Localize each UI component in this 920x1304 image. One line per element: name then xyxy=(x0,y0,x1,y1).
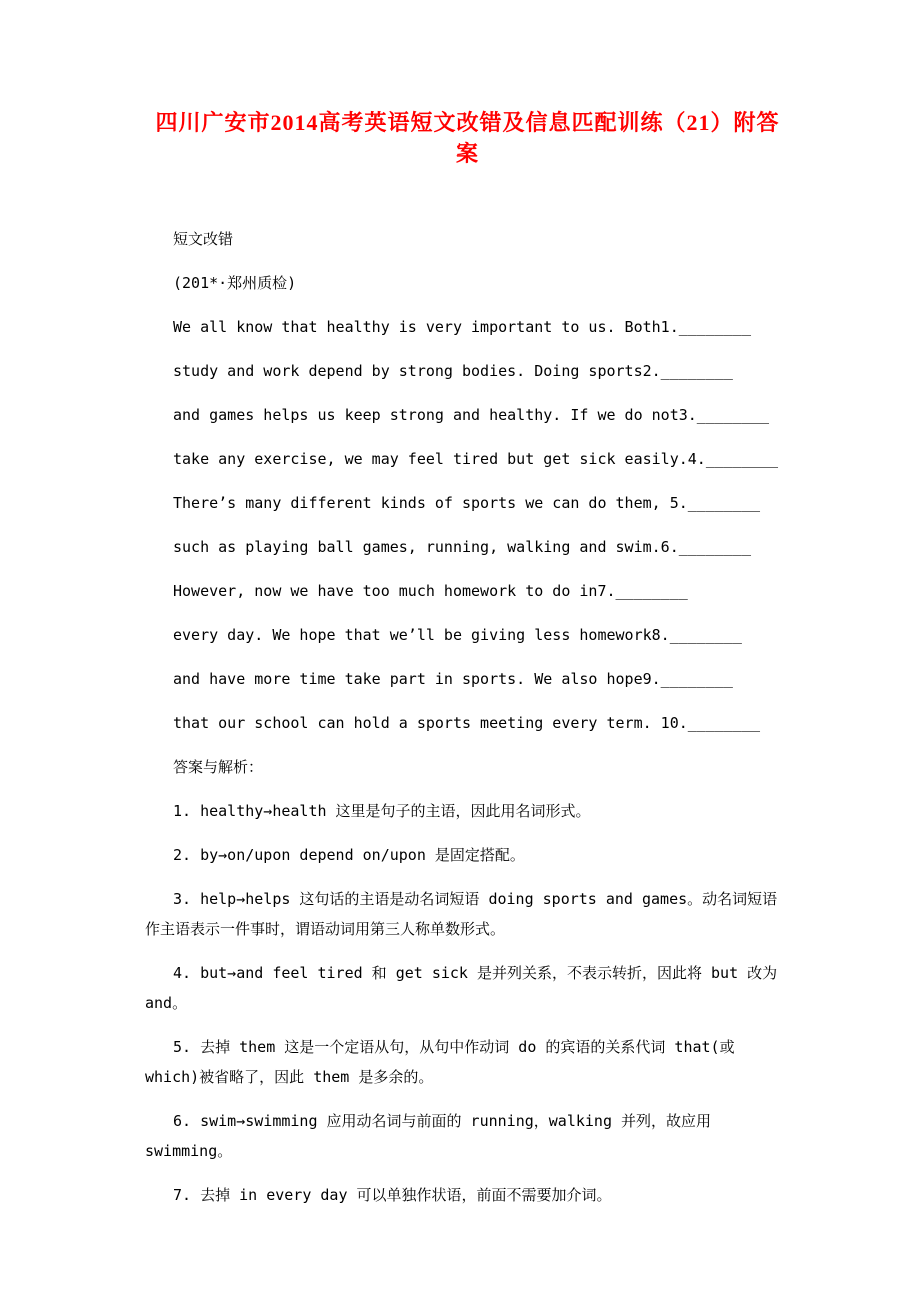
answer-item-3: 3. help→helps 这句话的主语是动名词短语 doing sports and games。动名词短语作主语表示一件事时，谓语动词用第三人称单数形式。 xyxy=(145,890,778,938)
passage-line-8: every day. We hope that we’ll be giving less homework8.________ xyxy=(173,626,742,644)
answer-item-5: 5. 去掉 them 这是一个定语从句，从句中作动词 do 的宾语的关系代词 that(或 which)被省略了，因此 them 是多余的。 xyxy=(145,1038,735,1086)
passage-line-6: such as playing ball games, running, walking and swim.6.________ xyxy=(173,538,751,556)
passage-line-10: that our school can hold a sports meeting every term. 10.________ xyxy=(173,714,760,732)
document-title: 四川广安市2014高考英语短文改错及信息匹配训练（21）附答案 xyxy=(155,110,780,166)
passage-line-7: However, now we have too much homework to do in7.________ xyxy=(173,582,688,600)
answer-item-7: 7. 去掉 in every day 可以单独作状语，前面不需要加介词。 xyxy=(173,1186,612,1204)
passage-line-4: take any exercise, we may feel tired but get sick easily.4.________ xyxy=(173,450,779,468)
document-body xyxy=(145,224,785,1210)
passage-line-9: and have more time take part in sports. We also hope9.________ xyxy=(173,670,733,688)
answers-heading: 答案与解析： xyxy=(173,758,264,776)
answer-item-2: 2. by→on/upon depend on/upon 是固定搭配。 xyxy=(173,846,525,864)
source-line: (201*·郑州质检) xyxy=(173,274,297,292)
answer-item-1: 1. healthy→health 这里是句子的主语，因此用名词形式。 xyxy=(173,802,591,820)
answer-item-4: 4. but→and feel tired 和 get sick 是并列关系，不表示转折，因此将 but 改为 and。 xyxy=(145,964,778,1012)
passage-line-2: study and work depend by strong bodies. Doing sports2.________ xyxy=(173,362,733,380)
section-heading: 短文改错 xyxy=(173,230,234,248)
passage-line-1: We all know that healthy is very important to us. Both1.________ xyxy=(173,318,751,336)
passage-line-3: and games helps us keep strong and healthy. If we do not3.________ xyxy=(173,406,770,424)
passage-line-5: There’s many different kinds of sports we can do them, 5.________ xyxy=(173,494,760,512)
answer-item-6: 6. swim→swimming 应用动名词与前面的 running，walking 并列，故应用 swimming。 xyxy=(145,1112,712,1160)
